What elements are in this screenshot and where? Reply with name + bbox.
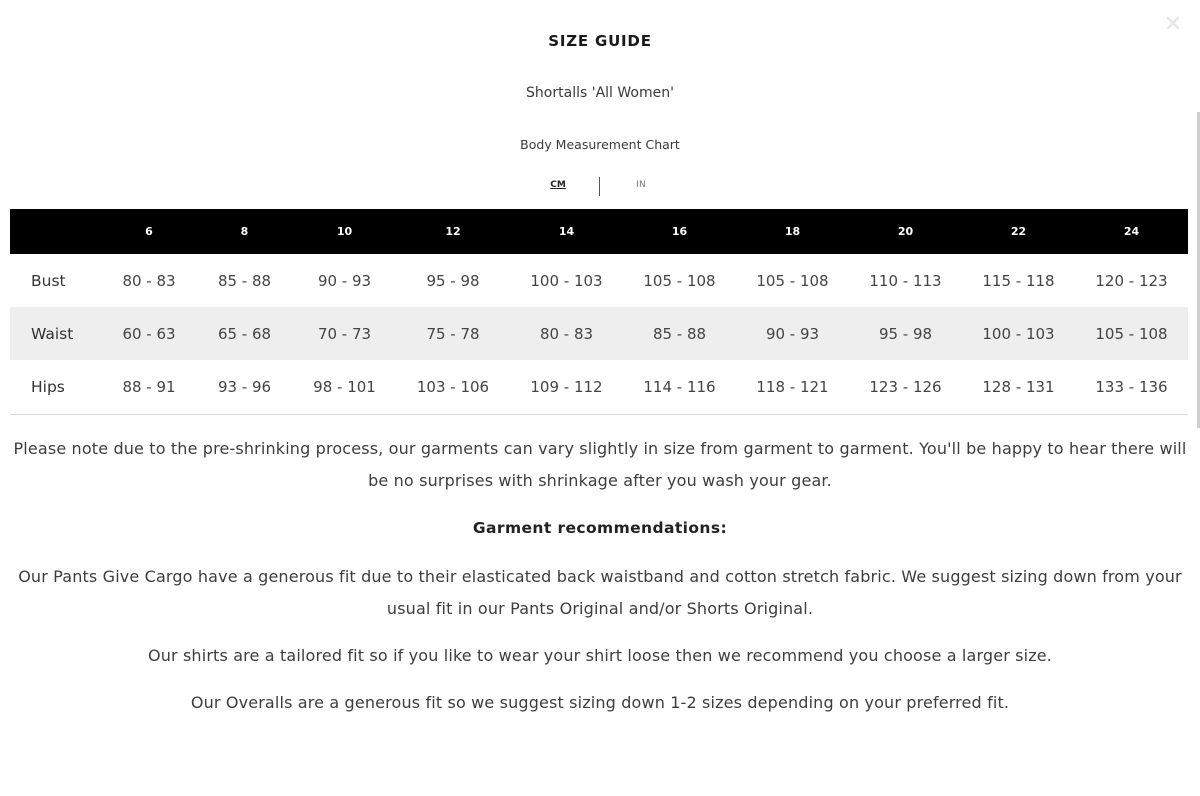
table-cell: 110 - 113 [869, 271, 942, 290]
recommendations-heading: Garment recommendations: [472, 519, 728, 537]
table-cell: 80 - 83 [539, 324, 594, 343]
table-cell: 105 - 108 [756, 271, 829, 290]
table-cell: 70 - 73 [317, 324, 372, 343]
table-cell: 120 - 123 [1095, 271, 1168, 290]
product-name: Shortalls 'All Women' [526, 85, 674, 101]
table-header-cell: 8 [240, 225, 249, 238]
table-header-cell: 20 [897, 225, 914, 238]
table-row [10, 360, 1188, 414]
close-icon[interactable]: ✕ [1163, 12, 1183, 37]
table-cell: 133 - 136 [1095, 377, 1168, 396]
unit-divider [599, 177, 600, 196]
table-cell: 103 - 106 [416, 377, 490, 396]
shirts-recommendation: Our shirts are a tailored fit so if you like to wear your shirt loose then we recommend you choose a larger size. [147, 646, 1053, 665]
size-table [10, 209, 1188, 415]
table-cell: 114 - 116 [643, 377, 716, 396]
table-cell: 80 - 83 [122, 271, 176, 290]
table-header-cell: 6 [145, 225, 153, 238]
table-cell: 90 - 93 [317, 271, 372, 290]
table-cell: 85 - 88 [652, 324, 707, 343]
table-header-row [10, 209, 1188, 254]
table-cell: 85 - 88 [217, 271, 272, 290]
table-cell: 115 - 118 [982, 271, 1055, 290]
row-label: Waist [31, 324, 74, 343]
table-cell: 75 - 78 [426, 324, 480, 343]
page-title: SIZE GUIDE [548, 32, 652, 50]
table-cell: 123 - 126 [869, 377, 942, 396]
unit-toggle [0, 177, 1200, 197]
table-cell: 100 - 103 [530, 271, 603, 290]
table-cell: 118 - 121 [756, 377, 829, 396]
table-header-cell: 22 [1010, 225, 1027, 238]
table-cell: 98 - 101 [313, 377, 376, 396]
table-cell: 93 - 96 [217, 377, 272, 396]
shrinkage-note: Please note due to the pre-shrinking process, our garments can vary slightly in size from garment to garment. You'll be happy to hear there will be no surprises with shrinkage after you wash your gear. [13, 439, 1187, 490]
row-label: Bust [31, 271, 66, 290]
table-header-cell: 10 [336, 225, 353, 238]
table-cell: 128 - 131 [982, 377, 1055, 396]
table-cell: 105 - 108 [643, 271, 716, 290]
table-header-cell [10, 209, 102, 254]
pants-recommendation: Our Pants Give Cargo have a generous fit due to their elasticated back waistband and cotton stretch fabric. We suggest sizing down from your usual fit in our Pants Original and/or Shorts Original. [18, 567, 1182, 618]
table-header-cell: 24 [1123, 225, 1140, 238]
table-header-cell: 16 [671, 225, 688, 238]
unit-in-button[interactable]: IN [636, 180, 646, 190]
unit-cm-button[interactable]: CM [550, 180, 566, 190]
table-cell: 95 - 98 [426, 271, 480, 290]
table-cell: 88 - 91 [122, 377, 176, 396]
overalls-recommendation: Our Overalls are a generous fit so we suggest sizing down 1-2 sizes depending on your preferred fit. [190, 693, 1010, 712]
table-row [10, 254, 1188, 307]
table-header-cell: 14 [558, 225, 575, 238]
table-cell: 90 - 93 [765, 324, 820, 343]
table-cell: 65 - 68 [217, 324, 272, 343]
chart-label: Body Measurement Chart [520, 137, 680, 152]
table-row [10, 307, 1188, 360]
table-cell: 100 - 103 [982, 324, 1055, 343]
table-cell: 95 - 98 [878, 324, 933, 343]
row-label: Hips [31, 377, 65, 396]
table-cell: 109 - 112 [530, 377, 603, 396]
table-cell: 60 - 63 [122, 324, 176, 343]
table-header-cell: 18 [784, 225, 801, 238]
table-cell: 105 - 108 [1095, 324, 1168, 343]
table-header-cell: 12 [445, 225, 461, 238]
